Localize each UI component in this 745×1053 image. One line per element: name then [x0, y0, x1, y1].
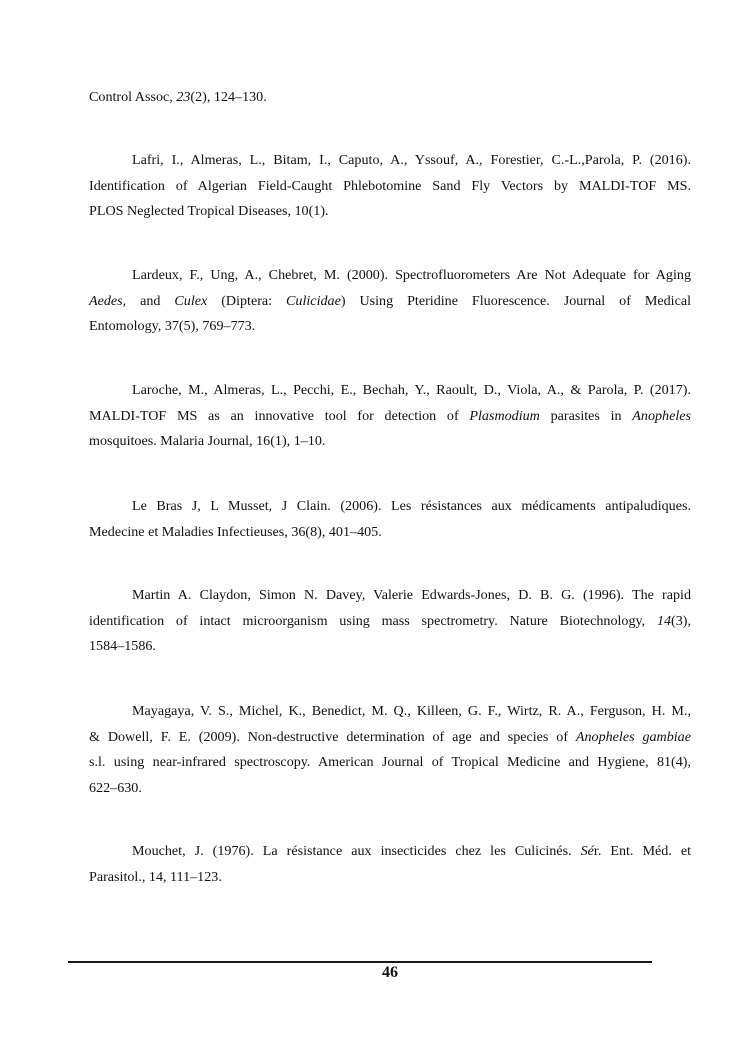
reference-line: [89, 263, 691, 289]
italic-text: Culicidae: [286, 292, 341, 309]
text-run: Mouchet, J. (1976). La résistance aux insecticides chez les Culicinés.: [132, 843, 581, 859]
text-run: Control Assoc,: [89, 89, 177, 105]
reference-line: [89, 699, 691, 725]
reference-entry-laroche: [89, 378, 691, 455]
italic-text: Anopheles: [632, 407, 692, 424]
text-run: mosquitoes. Malaria Journal, 16(1), 1–10.: [89, 433, 326, 449]
reference-line: [89, 174, 691, 200]
text-run: Medecine et Maladies Infectieuses, 36(8), 401–405.: [89, 523, 382, 540]
reference-line: [89, 520, 691, 546]
reference-entry-mayagaya: [89, 699, 691, 801]
text-run: 622–630.: [89, 779, 142, 796]
italic-text: Plasmodium: [469, 407, 540, 424]
text-run: Lardeux, F., Ung, A., Chebret, M. (2000). Spectrofluorometers Are Not Adequate for Aging: [132, 267, 691, 283]
text-run: Lafri, I., Almeras, L., Bitam, I., Caputo, A., Yssouf, A., Forestier, C.-L.,Parola, P. (2016).: [132, 152, 691, 168]
text-run: , and: [122, 292, 175, 309]
italic-text: 23: [176, 89, 191, 105]
text-run: (Diptera:: [207, 292, 287, 309]
reference-entry-mouchet: [89, 839, 691, 890]
italic-text: Anopheles gambiae: [575, 728, 691, 745]
italic-text: Sé: [580, 843, 594, 859]
reference-line: [89, 750, 691, 776]
footer-divider: [68, 961, 652, 963]
reference-line: [89, 865, 691, 891]
text-run: s.l. using near-infrared spectroscopy. American Journal of Tropical Medicine and Hygiene, 81(4),: [89, 754, 691, 770]
reference-line: [89, 583, 691, 609]
text-run: 1584–1586.: [89, 638, 156, 654]
text-run: Laroche, M., Almeras, L., Pecchi, E., Bechah, Y., Raoult, D., Viola, A., & Parola, P. (2017).: [132, 382, 691, 398]
reference-line: [89, 289, 691, 315]
text-run: ) Using Pteridine Fluorescence. Journal of Medical: [340, 292, 691, 309]
text-run: MALDI-TOF MS as an innovative tool for detection of: [89, 407, 470, 424]
reference-line: [89, 199, 691, 225]
reference-line: [89, 314, 691, 340]
reference-line: [89, 429, 691, 455]
reference-line: [89, 839, 691, 865]
italic-text: Culex: [174, 292, 208, 309]
text-run: Parasitol., 14, 111–123.: [89, 868, 222, 885]
text-run: Martin A. Claydon, Simon N. Davey, Valerie Edwards-Jones, D. B. G. (1996). The rapid: [132, 587, 691, 603]
text-run: PLOS Neglected Tropical Diseases, 10(1).: [89, 203, 329, 219]
reference-line: [89, 378, 691, 404]
italic-text: 14: [656, 612, 672, 629]
reference-line: [89, 148, 691, 174]
reference-line: [89, 404, 691, 430]
reference-line: [89, 609, 691, 635]
text-run: (3),: [671, 612, 691, 629]
page-number: 46: [382, 964, 398, 981]
text-run: Entomology, 37(5), 769–773.: [89, 318, 256, 334]
reference-entry-lafri: [89, 148, 691, 225]
text-run: & Dowell, F. E. (2009). Non-destructive determination of age and species of: [89, 728, 576, 745]
italic-text: Aedes: [89, 292, 123, 309]
reference-continuation: [89, 85, 691, 111]
reference-line: [89, 494, 691, 520]
reference-entry-lebras: [89, 494, 691, 545]
text-run: (2), 124–130.: [190, 89, 267, 105]
text-run: identification of intact microorganism using mass spectrometry. Nature Biotechnology,: [89, 612, 657, 629]
text-run: parasites in: [539, 407, 633, 424]
reference-entry-claydon: [89, 583, 691, 660]
reference-line: [89, 776, 691, 802]
text-run: Identification of Algerian Field-Caught Phlebotomine Sand Fly Vectors by MALDI-TOF MS.: [89, 177, 691, 194]
reference-line: [89, 85, 691, 111]
text-run: Le Bras J, L Musset, J Clain. (2006). Les résistances aux médicaments antipaludiques.: [132, 498, 691, 514]
reference-line: [89, 725, 691, 751]
text-run: r. Ent. Méd. et: [593, 843, 691, 859]
reference-line: [89, 634, 691, 660]
text-run: Mayagaya, V. S., Michel, K., Benedict, M. Q., Killeen, G. F., Wirtz, R. A., Ferguson, H. M.,: [132, 703, 691, 719]
reference-entry-lardeux: [89, 263, 691, 340]
